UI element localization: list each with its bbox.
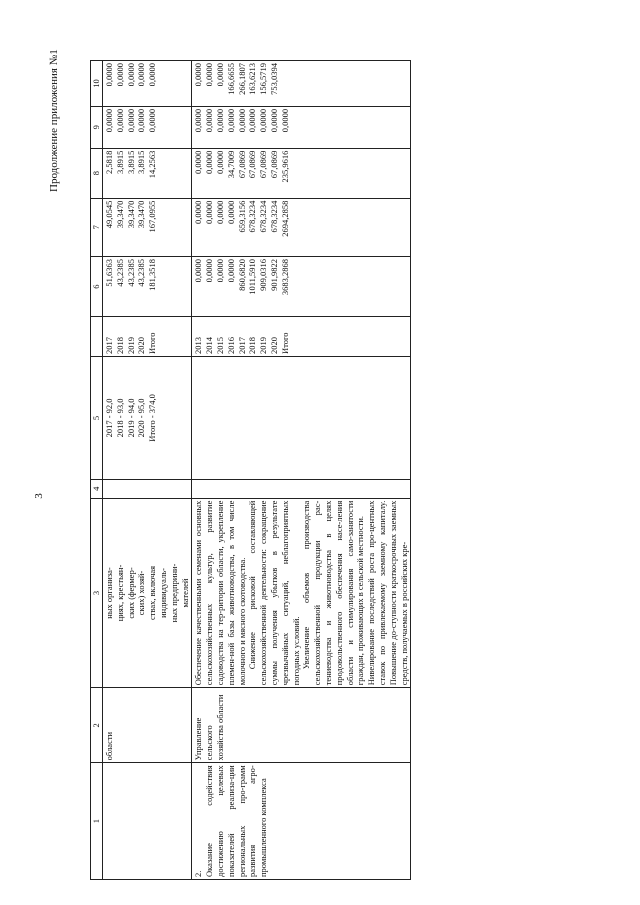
column-header-9: 9	[91, 106, 103, 148]
row2-total: 0,0000 0,0000 0,0000 0,0000 860,6820 1011,5910 909,0316 901,9822 3683,2868	[192, 256, 411, 316]
row2-col5	[192, 356, 411, 479]
row2-local: 0,0000 0,0000 0,0000 0,0000 0,0000 0,0000 0,0000 0,0000 0,0000	[192, 106, 411, 148]
column-header-6: 6	[91, 256, 103, 316]
column-header-years	[91, 317, 103, 357]
row1-years: 2017 2018 2019 2020 Итого	[103, 317, 192, 357]
column-header-2: 2	[91, 688, 103, 763]
column-header-5: 5	[91, 356, 103, 479]
row2-executor: Управление сельского хозяйства области	[192, 688, 411, 763]
row1-total: 51,6363 43,2385 43,2385 43,2385 181,3518	[103, 256, 192, 316]
row2-number: 2.	[193, 870, 204, 877]
table-row	[192, 61, 411, 880]
row1-targets: 2017 - 92,0 2018 - 93,0 2019 - 94,0 2020 - 95,0 Итого - 374,0	[103, 356, 192, 479]
row1-regional: 2,5818 3,8915 3,8915 3,8915 14,2563	[103, 148, 192, 198]
row1-executor: области	[103, 688, 192, 763]
column-header-7: 7	[91, 198, 103, 256]
row2-indicator-p4: Нивелирование последствий роста про-центных ставок по привлекаемому заемному капиталу. Повышение до-ступности краткосрочных заемных средств, получаемых в российских кре-	[366, 500, 409, 686]
row1-federal: 49,0545 39,3470 39,3470 39,3470 167,0955	[103, 198, 192, 256]
appendix-title: Продолжение приложения №1	[48, 49, 60, 192]
row2-col4	[192, 479, 411, 498]
column-header-3: 3	[91, 498, 103, 688]
row1-indicator: ных организа- циях, крестьян- ских (фермер- ских) хозяй- ствах, включая индивидуаль- ных предприни- мателей	[103, 498, 192, 688]
column-number-row	[91, 61, 103, 880]
page-number: 3	[32, 493, 45, 499]
row2-indicator	[192, 498, 411, 688]
row2-indicator-p2: Снижение рисковой составляющей сельскохозяйственной деятельности: сокращение суммы получения убытков в результате чрезвычайных ситуаций, неблагоприятных погодных условий.	[247, 500, 301, 686]
table-row	[103, 61, 192, 880]
row1-local: 0,0000 0,0000 0,0000 0,0000 0,0000	[103, 106, 192, 148]
column-header-4: 4	[91, 479, 103, 498]
row2-indicator-p3: Увеличение объемов производства сельскохозяйственной продукции рас-тениеводства и животноводства в целях продовольственного обеспечения насе-ления области и стимулирования само-занятости граждан, проживающих в сельской местности.	[301, 500, 366, 686]
column-header-8: 8	[91, 148, 103, 198]
row1-col1	[103, 763, 192, 880]
row2-other: 0,0000 0,0000 0,0000 166,6655 266,1807 163,6213 156,5719 753,0394	[192, 61, 411, 107]
row2-measure-text: Оказание содействия достижению целевых показателей реализа-ции региональных про-грамм развития агро-промышленного комплекса	[204, 765, 269, 877]
rotated-table-container	[90, 60, 580, 880]
column-header-1: 1	[91, 763, 103, 880]
row2-federal: 0,0000 0,0000 0,0000 0,0000 659,3156 678,3234 678,3234 678,3234 2694,2858	[192, 198, 411, 256]
row1-col4	[103, 479, 192, 498]
row1-other: 0,0000 0,0000 0,0000 0,0000 0,0000	[103, 61, 192, 107]
column-header-10: 10	[91, 61, 103, 107]
row2-indicator-p1: Обеспечение качественными семенами основных сельскохозяйственных культур, развитие садоводства на тер-ритории области, укрепление племен-ной базы животноводства, в том числе молочного и мясного скотоводства.	[193, 500, 247, 686]
row2-years: 2013 2014 2015 2016 2017 2018 2019 2020 Итого	[192, 317, 411, 357]
row2-measure	[192, 763, 411, 880]
row2-regional: 0,0000 0,0000 0,0000 34,7009 67,0869 67,0869 67,0869 67,0869 235,9616	[192, 148, 411, 198]
program-table	[90, 60, 411, 880]
